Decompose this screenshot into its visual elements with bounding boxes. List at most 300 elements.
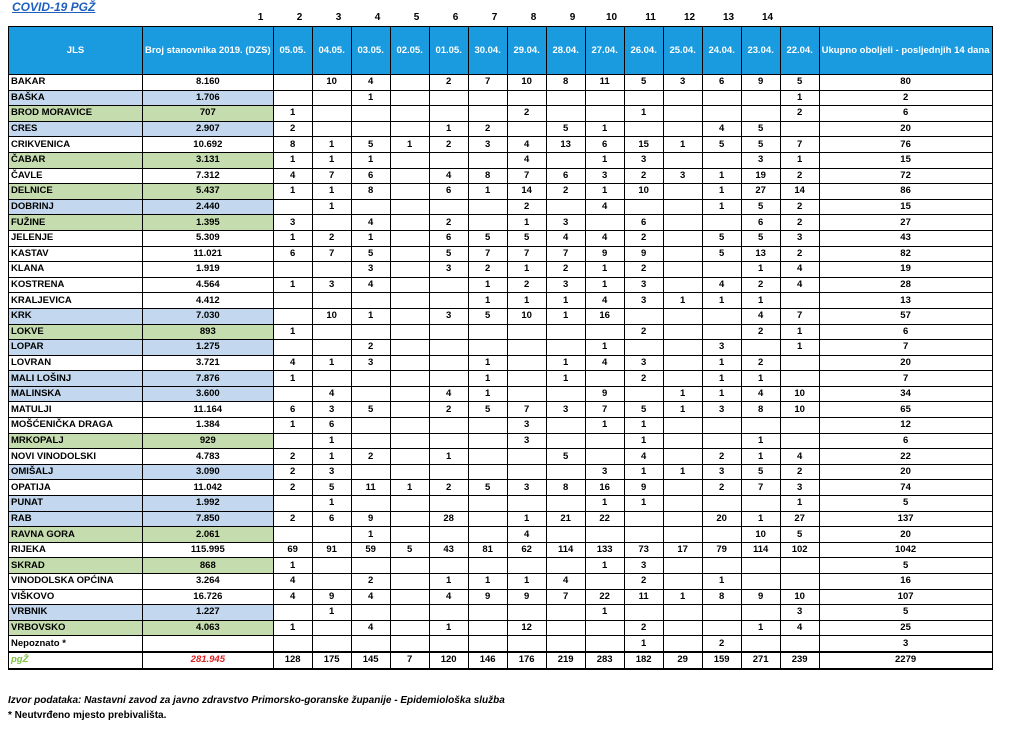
- daily-cases-cell: 1: [585, 496, 624, 512]
- daily-cases-cell: [663, 558, 702, 574]
- daily-cases-cell: 1: [351, 230, 390, 246]
- population-cell: [143, 636, 274, 652]
- daily-cases-cell: [351, 121, 390, 137]
- table-row: [9, 418, 993, 434]
- sum-daily-cell: 182: [624, 652, 663, 669]
- daily-cases-cell: 1: [507, 574, 546, 590]
- daily-cases-cell: 7: [741, 480, 780, 496]
- daily-cases-cell: 11: [585, 75, 624, 91]
- daily-cases-cell: 5: [780, 75, 819, 91]
- daily-cases-cell: 2: [546, 262, 585, 278]
- total-cell: 20: [819, 121, 992, 137]
- daily-cases-cell: 1: [468, 386, 507, 402]
- municipality-name: BROD MORAVICE: [9, 106, 143, 122]
- daily-cases-cell: 1: [507, 511, 546, 527]
- daily-cases-cell: 1: [624, 464, 663, 480]
- daily-cases-cell: 1: [468, 293, 507, 309]
- table-row: [9, 542, 993, 558]
- header-date: 29.04.: [507, 27, 546, 75]
- daily-cases-cell: 5: [741, 199, 780, 215]
- daily-cases-cell: [546, 106, 585, 122]
- daily-cases-cell: [507, 121, 546, 137]
- column-number: 5: [413, 12, 420, 23]
- daily-cases-cell: 1: [312, 355, 351, 371]
- table-row: [9, 137, 993, 153]
- daily-cases-cell: [429, 371, 468, 387]
- daily-cases-cell: 3: [741, 152, 780, 168]
- daily-cases-cell: [624, 511, 663, 527]
- daily-cases-cell: 1: [741, 433, 780, 449]
- daily-cases-cell: 1: [624, 106, 663, 122]
- daily-cases-cell: [312, 106, 351, 122]
- daily-cases-cell: [312, 121, 351, 137]
- total-cell: 5: [819, 496, 992, 512]
- daily-cases-cell: 133: [585, 542, 624, 558]
- daily-cases-cell: 1: [351, 152, 390, 168]
- daily-cases-cell: 2: [273, 121, 312, 137]
- daily-cases-cell: 2: [780, 215, 819, 231]
- daily-cases-cell: [507, 90, 546, 106]
- table-row: [9, 230, 993, 246]
- municipality-name: MALINSKA: [9, 386, 143, 402]
- daily-cases-cell: 4: [351, 75, 390, 91]
- daily-cases-cell: 1: [663, 589, 702, 605]
- daily-cases-cell: [741, 574, 780, 590]
- population-cell: 115.995: [143, 542, 274, 558]
- daily-cases-cell: 13: [546, 137, 585, 153]
- daily-cases-cell: [468, 152, 507, 168]
- daily-cases-cell: 10: [507, 75, 546, 91]
- daily-cases-cell: 12: [507, 620, 546, 636]
- daily-cases-cell: 1: [507, 262, 546, 278]
- daily-cases-cell: [312, 324, 351, 340]
- daily-cases-cell: 1: [780, 152, 819, 168]
- daily-cases-cell: 3: [780, 480, 819, 496]
- daily-cases-cell: [780, 355, 819, 371]
- daily-cases-cell: 1: [624, 636, 663, 652]
- daily-cases-cell: [663, 511, 702, 527]
- daily-cases-cell: 4: [351, 589, 390, 605]
- daily-cases-cell: 1: [312, 433, 351, 449]
- population-cell: 1.227: [143, 605, 274, 621]
- header-date: 24.04.: [702, 27, 741, 75]
- daily-cases-cell: 2: [624, 324, 663, 340]
- daily-cases-cell: [663, 324, 702, 340]
- population-cell: 707: [143, 106, 274, 122]
- daily-cases-cell: [663, 620, 702, 636]
- daily-cases-cell: [273, 75, 312, 91]
- daily-cases-cell: 10: [780, 386, 819, 402]
- daily-cases-cell: [312, 636, 351, 652]
- daily-cases-cell: [546, 464, 585, 480]
- daily-cases-cell: 73: [624, 542, 663, 558]
- daily-cases-cell: 1: [663, 137, 702, 153]
- daily-cases-cell: 3: [312, 464, 351, 480]
- total-cell: 20: [819, 464, 992, 480]
- daily-cases-cell: [429, 106, 468, 122]
- total-cell: 74: [819, 480, 992, 496]
- daily-cases-cell: [663, 433, 702, 449]
- daily-cases-cell: 9: [468, 589, 507, 605]
- total-cell: 2: [819, 90, 992, 106]
- daily-cases-cell: [507, 386, 546, 402]
- daily-cases-cell: 4: [741, 386, 780, 402]
- daily-cases-cell: [468, 511, 507, 527]
- municipality-name: OPATIJA: [9, 480, 143, 496]
- daily-cases-cell: [273, 386, 312, 402]
- municipality-name: VIŠKOVO: [9, 589, 143, 605]
- population-cell: 5.437: [143, 184, 274, 200]
- column-number: 9: [569, 12, 576, 23]
- daily-cases-cell: 5: [468, 402, 507, 418]
- daily-cases-cell: 4: [585, 355, 624, 371]
- header-total: Ukupno oboljeli - posljednjih 14 dana: [819, 27, 992, 75]
- daily-cases-cell: [468, 636, 507, 652]
- daily-cases-cell: 1: [468, 574, 507, 590]
- daily-cases-cell: [351, 464, 390, 480]
- daily-cases-cell: [468, 496, 507, 512]
- table-row: [9, 293, 993, 309]
- daily-cases-cell: [780, 371, 819, 387]
- daily-cases-cell: [390, 215, 429, 231]
- table-row: [9, 184, 993, 200]
- total-cell: 34: [819, 386, 992, 402]
- daily-cases-cell: [273, 262, 312, 278]
- daily-cases-cell: 3: [702, 340, 741, 356]
- daily-cases-cell: 4: [546, 230, 585, 246]
- table-row: [9, 215, 993, 231]
- daily-cases-cell: [507, 324, 546, 340]
- daily-cases-cell: [273, 433, 312, 449]
- daily-cases-cell: [468, 418, 507, 434]
- daily-cases-cell: 2: [546, 184, 585, 200]
- daily-cases-cell: [585, 371, 624, 387]
- table-row: [9, 277, 993, 293]
- daily-cases-cell: 79: [702, 542, 741, 558]
- daily-cases-cell: [507, 355, 546, 371]
- daily-cases-cell: [390, 308, 429, 324]
- daily-cases-cell: 59: [351, 542, 390, 558]
- daily-cases-cell: [663, 230, 702, 246]
- municipality-name: KLANA: [9, 262, 143, 278]
- sum-row: [9, 652, 993, 669]
- daily-cases-cell: 2: [624, 371, 663, 387]
- daily-cases-cell: 1: [273, 184, 312, 200]
- daily-cases-cell: [390, 449, 429, 465]
- table-row: [9, 620, 993, 636]
- daily-cases-cell: [546, 527, 585, 543]
- population-cell: 1.395: [143, 215, 274, 231]
- daily-cases-cell: 1: [390, 480, 429, 496]
- daily-cases-cell: [351, 386, 390, 402]
- table-row: [9, 402, 993, 418]
- daily-cases-cell: 14: [507, 184, 546, 200]
- daily-cases-cell: [351, 371, 390, 387]
- daily-cases-cell: [780, 293, 819, 309]
- municipality-name: DOBRINJ: [9, 199, 143, 215]
- daily-cases-cell: 2: [780, 464, 819, 480]
- sum-daily-cell: 219: [546, 652, 585, 669]
- daily-cases-cell: 1: [273, 152, 312, 168]
- daily-cases-cell: 1: [351, 308, 390, 324]
- daily-cases-cell: 2: [507, 106, 546, 122]
- population-cell: 16.726: [143, 589, 274, 605]
- daily-cases-cell: 3: [624, 152, 663, 168]
- total-cell: 43: [819, 230, 992, 246]
- daily-cases-cell: [702, 90, 741, 106]
- daily-cases-cell: 11: [351, 480, 390, 496]
- daily-cases-cell: 10: [507, 308, 546, 324]
- daily-cases-cell: 3: [273, 215, 312, 231]
- municipality-name: RIJEKA: [9, 542, 143, 558]
- daily-cases-cell: 1: [780, 340, 819, 356]
- daily-cases-cell: [351, 106, 390, 122]
- table-row: [9, 636, 993, 652]
- municipality-name: DELNICE: [9, 184, 143, 200]
- population-cell: 4.412: [143, 293, 274, 309]
- daily-cases-cell: [273, 293, 312, 309]
- daily-cases-cell: [585, 324, 624, 340]
- table-row: [9, 511, 993, 527]
- municipality-name: ČABAR: [9, 152, 143, 168]
- daily-cases-cell: 1: [585, 277, 624, 293]
- sum-population: 281.945: [143, 652, 274, 669]
- daily-cases-cell: 2: [741, 355, 780, 371]
- daily-cases-cell: [585, 106, 624, 122]
- daily-cases-cell: 1: [507, 215, 546, 231]
- daily-cases-cell: 4: [273, 168, 312, 184]
- daily-cases-cell: [351, 418, 390, 434]
- sum-daily-cell: 283: [585, 652, 624, 669]
- daily-cases-cell: [468, 324, 507, 340]
- daily-cases-cell: [741, 106, 780, 122]
- sum-daily-cell: 7: [390, 652, 429, 669]
- daily-cases-cell: 5: [624, 402, 663, 418]
- daily-cases-cell: [507, 464, 546, 480]
- daily-cases-cell: 8: [351, 184, 390, 200]
- header-date: 27.04.: [585, 27, 624, 75]
- daily-cases-cell: [390, 511, 429, 527]
- daily-cases-cell: [702, 262, 741, 278]
- daily-cases-cell: [429, 152, 468, 168]
- population-cell: 8.160: [143, 75, 274, 91]
- municipality-name: VINODOLSKA OPĆINA: [9, 574, 143, 590]
- header-date: 02.05.: [390, 27, 429, 75]
- municipality-name: LOPAR: [9, 340, 143, 356]
- daily-cases-cell: 5: [390, 542, 429, 558]
- daily-cases-cell: 2: [702, 636, 741, 652]
- daily-cases-cell: [702, 527, 741, 543]
- daily-cases-cell: 1: [585, 152, 624, 168]
- daily-cases-cell: [546, 496, 585, 512]
- daily-cases-cell: 9: [351, 511, 390, 527]
- daily-cases-cell: [429, 527, 468, 543]
- daily-cases-cell: [390, 90, 429, 106]
- daily-cases-cell: [429, 418, 468, 434]
- daily-cases-cell: 10: [780, 402, 819, 418]
- daily-cases-cell: 5: [546, 121, 585, 137]
- daily-cases-cell: 6: [429, 184, 468, 200]
- daily-cases-cell: 4: [780, 449, 819, 465]
- daily-cases-cell: [468, 90, 507, 106]
- total-cell: 57: [819, 308, 992, 324]
- total-cell: 5: [819, 558, 992, 574]
- daily-cases-cell: 1: [273, 558, 312, 574]
- total-cell: 28: [819, 277, 992, 293]
- header-date: 01.05.: [429, 27, 468, 75]
- daily-cases-cell: 1: [780, 324, 819, 340]
- daily-cases-cell: [390, 246, 429, 262]
- daily-cases-cell: 3: [702, 402, 741, 418]
- total-cell: 27: [819, 215, 992, 231]
- table-row: [9, 464, 993, 480]
- table-row: [9, 589, 993, 605]
- daily-cases-cell: 4: [429, 386, 468, 402]
- daily-cases-cell: [663, 496, 702, 512]
- daily-cases-cell: [351, 636, 390, 652]
- daily-cases-cell: 15: [624, 137, 663, 153]
- daily-cases-cell: 3: [351, 355, 390, 371]
- daily-cases-cell: 1: [624, 418, 663, 434]
- table-row: [9, 262, 993, 278]
- daily-cases-cell: [351, 496, 390, 512]
- population-cell: 4.564: [143, 277, 274, 293]
- daily-cases-cell: [390, 184, 429, 200]
- daily-cases-cell: [585, 433, 624, 449]
- daily-cases-cell: 7: [312, 168, 351, 184]
- table-row: [9, 106, 993, 122]
- daily-cases-cell: 2: [507, 277, 546, 293]
- sum-daily-cell: 146: [468, 652, 507, 669]
- daily-cases-cell: [351, 293, 390, 309]
- daily-cases-cell: 1: [312, 199, 351, 215]
- daily-cases-cell: [390, 620, 429, 636]
- daily-cases-cell: [702, 106, 741, 122]
- daily-cases-cell: 1: [741, 620, 780, 636]
- daily-cases-cell: 1: [585, 184, 624, 200]
- source-note: Izvor podataka: Nastavni zavod za javno zdravstvo Primorsko-goranske županije - Epidemiološka služba: [8, 695, 505, 706]
- daily-cases-cell: 7: [585, 402, 624, 418]
- daily-cases-cell: 2: [624, 620, 663, 636]
- daily-cases-cell: [663, 246, 702, 262]
- daily-cases-cell: [312, 215, 351, 231]
- daily-cases-cell: [507, 558, 546, 574]
- daily-cases-cell: 3: [780, 230, 819, 246]
- daily-cases-cell: 2: [273, 480, 312, 496]
- daily-cases-cell: 7: [546, 246, 585, 262]
- daily-cases-cell: 1: [429, 620, 468, 636]
- daily-cases-cell: [585, 574, 624, 590]
- daily-cases-cell: [273, 340, 312, 356]
- daily-cases-cell: 8: [741, 402, 780, 418]
- daily-cases-cell: [390, 636, 429, 652]
- daily-cases-cell: 1: [702, 168, 741, 184]
- daily-cases-cell: 8: [273, 137, 312, 153]
- daily-cases-cell: [429, 90, 468, 106]
- daily-cases-cell: [429, 464, 468, 480]
- daily-cases-cell: 9: [741, 75, 780, 91]
- daily-cases-cell: 2: [780, 246, 819, 262]
- daily-cases-cell: [390, 527, 429, 543]
- daily-cases-cell: 2: [780, 106, 819, 122]
- daily-cases-cell: 4: [273, 355, 312, 371]
- daily-cases-cell: 9: [507, 589, 546, 605]
- daily-cases-cell: [390, 262, 429, 278]
- daily-cases-cell: [585, 527, 624, 543]
- daily-cases-cell: [390, 230, 429, 246]
- daily-cases-cell: [390, 106, 429, 122]
- daily-cases-cell: 27: [780, 511, 819, 527]
- daily-cases-cell: [390, 121, 429, 137]
- notes: [8, 695, 505, 721]
- daily-cases-cell: [546, 386, 585, 402]
- daily-cases-cell: 7: [507, 246, 546, 262]
- table-row: [9, 480, 993, 496]
- daily-cases-cell: [273, 527, 312, 543]
- daily-cases-cell: 2: [312, 230, 351, 246]
- daily-cases-cell: 3: [546, 277, 585, 293]
- daily-cases-cell: 4: [507, 152, 546, 168]
- daily-cases-cell: 5: [468, 230, 507, 246]
- daily-cases-cell: 1: [273, 620, 312, 636]
- daily-cases-cell: 9: [741, 589, 780, 605]
- daily-cases-cell: 1: [663, 402, 702, 418]
- daily-cases-cell: 1: [546, 355, 585, 371]
- population-cell: 4.063: [143, 620, 274, 636]
- daily-cases-cell: [312, 620, 351, 636]
- daily-cases-cell: 2: [429, 215, 468, 231]
- daily-cases-cell: 3: [624, 355, 663, 371]
- table-row: [9, 574, 993, 590]
- population-cell: 11.021: [143, 246, 274, 262]
- total-cell: 16: [819, 574, 992, 590]
- daily-cases-cell: [702, 418, 741, 434]
- daily-cases-cell: [468, 433, 507, 449]
- daily-cases-cell: [780, 574, 819, 590]
- column-number: 8: [530, 12, 537, 23]
- daily-cases-cell: 1: [507, 293, 546, 309]
- daily-cases-cell: 91: [312, 542, 351, 558]
- daily-cases-cell: [429, 558, 468, 574]
- daily-cases-cell: [390, 355, 429, 371]
- daily-cases-cell: 1: [312, 152, 351, 168]
- daily-cases-cell: 4: [624, 449, 663, 465]
- municipality-name: ČAVLE: [9, 168, 143, 184]
- daily-cases-cell: 2: [624, 230, 663, 246]
- daily-cases-cell: 3: [585, 464, 624, 480]
- total-cell: 7: [819, 340, 992, 356]
- total-cell: 72: [819, 168, 992, 184]
- daily-cases-cell: [390, 433, 429, 449]
- total-cell: 20: [819, 355, 992, 371]
- daily-cases-cell: 4: [351, 215, 390, 231]
- daily-cases-cell: 5: [351, 246, 390, 262]
- daily-cases-cell: [624, 340, 663, 356]
- daily-cases-cell: [273, 308, 312, 324]
- daily-cases-cell: [702, 215, 741, 231]
- municipality-name: KRALJEVICA: [9, 293, 143, 309]
- daily-cases-cell: [507, 636, 546, 652]
- daily-cases-cell: 5: [351, 137, 390, 153]
- daily-cases-cell: [273, 90, 312, 106]
- table-row: [9, 449, 993, 465]
- daily-cases-cell: [390, 605, 429, 621]
- daily-cases-cell: 22: [585, 589, 624, 605]
- daily-cases-cell: 1: [780, 496, 819, 512]
- daily-cases-cell: [273, 605, 312, 621]
- daily-cases-cell: [312, 371, 351, 387]
- covid-table: [8, 26, 993, 670]
